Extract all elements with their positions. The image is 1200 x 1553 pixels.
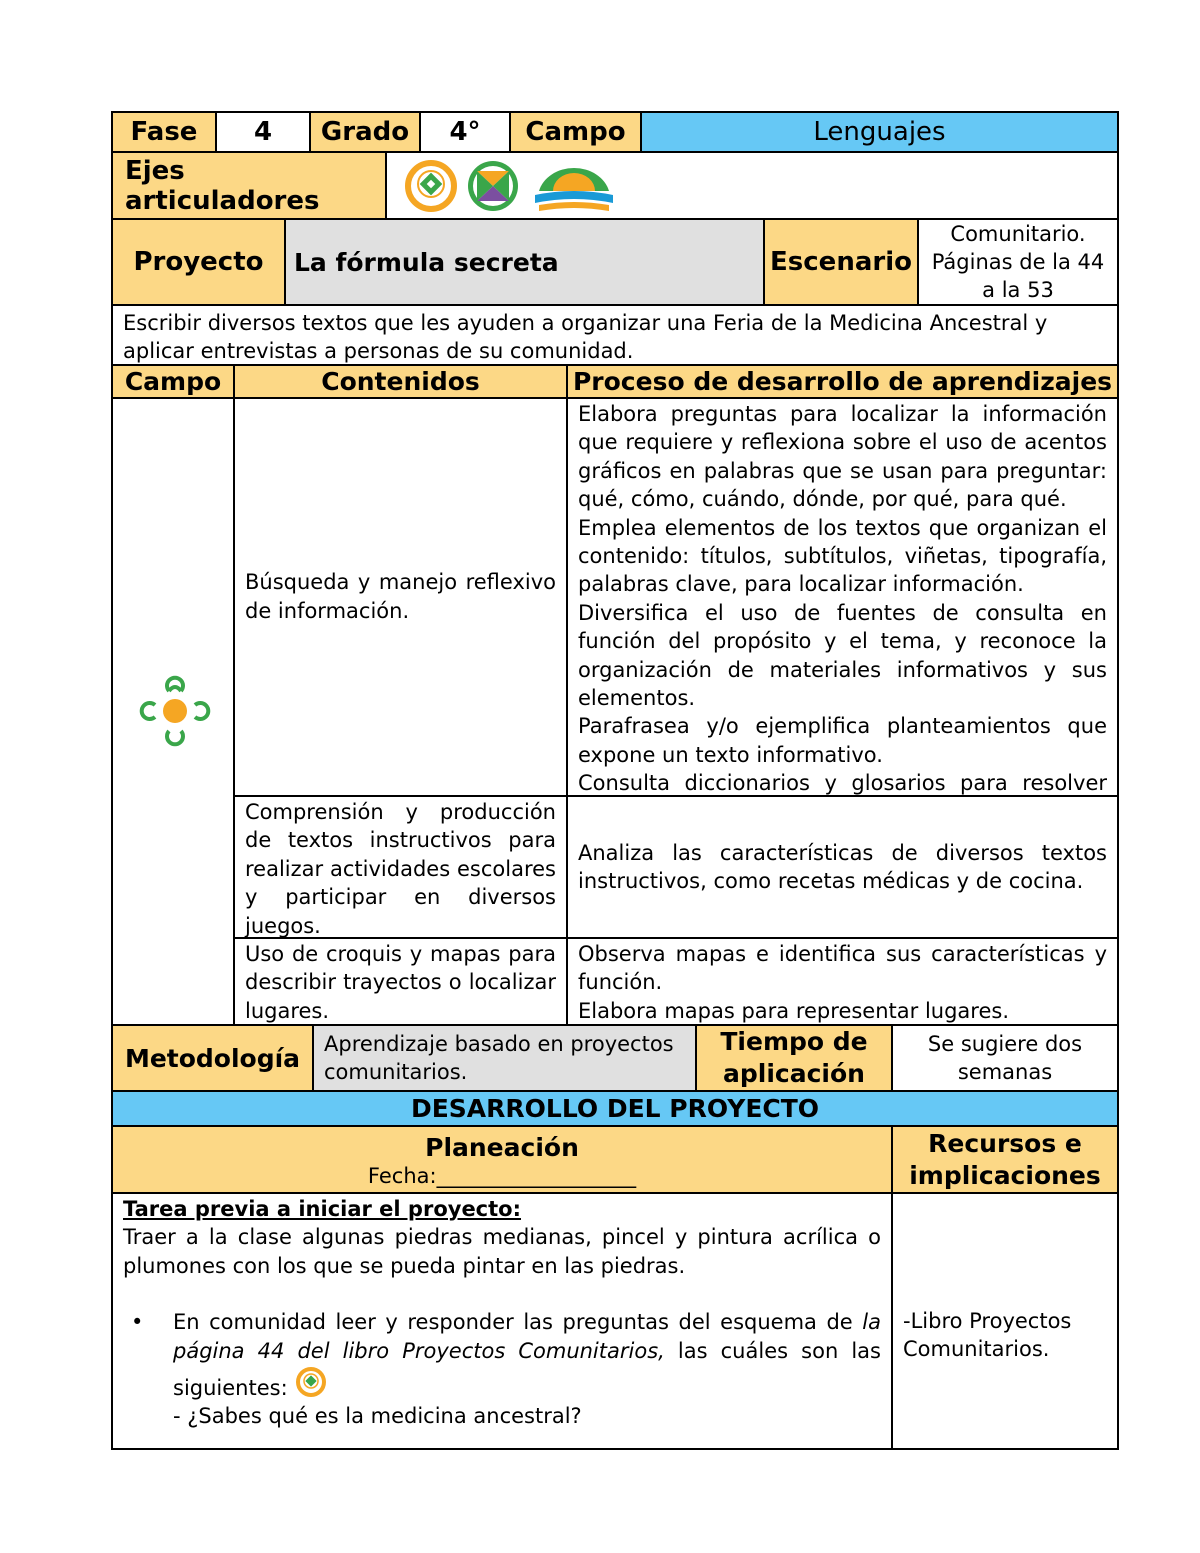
inclusion-small-icon bbox=[294, 1365, 328, 1399]
fase-value: 4 bbox=[215, 111, 311, 153]
proyecto-value: La fórmula secreta bbox=[284, 218, 765, 306]
metodologia-label: Metodología bbox=[111, 1024, 314, 1092]
ejes-label: Ejes articuladores bbox=[111, 151, 387, 220]
proceso-item: Parafrasea y/o ejemplifica planteamientos que expone un texto informativo. bbox=[578, 714, 1107, 767]
proceso-item: Diversifica el uso de fuentes de consulta en función del propósito y el tema, y reconoce la organización de materiales informativos y sus elementos. bbox=[578, 600, 1107, 711]
lectura-escritura-icon bbox=[535, 168, 613, 211]
metodologia-value: Aprendizaje basado en proyectos comunitarios. bbox=[312, 1024, 697, 1092]
proceso-item: Elabora mapas para representar lugares. bbox=[578, 998, 1009, 1023]
recurso-item: -Libro Proyectos Comunitarios. bbox=[903, 1309, 1072, 1362]
proceso-croquis bbox=[566, 937, 1119, 1026]
inclusion-icon bbox=[408, 163, 454, 209]
lenguajes-icon bbox=[135, 671, 215, 751]
bullet-text-start: En comunidad leer y responder las preguntas del esquema de bbox=[173, 1310, 863, 1335]
interculturalidad-icon bbox=[468, 161, 518, 211]
escenario-label: Escenario bbox=[763, 218, 919, 306]
grado-value: 4° bbox=[419, 111, 511, 153]
proceso-item: Observa mapas e identifica sus características y función. bbox=[578, 942, 1107, 995]
ejes-icons-svg bbox=[401, 155, 631, 219]
tarea-bullet bbox=[123, 1308, 881, 1431]
campo-value: Lenguajes bbox=[640, 111, 1119, 153]
contenido-croquis: Uso de croquis y mapas para describir trayectos o localizar lugares. bbox=[233, 937, 568, 1026]
proceso-header: Proceso de desarrollo de aprendizajes bbox=[566, 364, 1119, 399]
proceso-instructivos bbox=[566, 795, 1119, 939]
recursos-body bbox=[891, 1192, 1119, 1450]
tarea-question: - ¿Sabes qué es la medicina ancestral? bbox=[173, 1404, 582, 1429]
tarea-title: Tarea previa a iniciar el proyecto: bbox=[123, 1197, 521, 1221]
proceso-item: Elabora preguntas para localizar la información que requiere y reflexiona sobre el uso de acentos gráficos en palabras que se usan para preguntar: qué, cómo, cuándo, dónde, por qué, para qué. bbox=[578, 402, 1107, 512]
planeacion-header bbox=[111, 1125, 893, 1194]
planeacion-body bbox=[111, 1192, 893, 1450]
proceso-busqueda bbox=[566, 397, 1119, 797]
proceso-item: Consulta diccionarios y glosarios para resolver bbox=[578, 771, 1107, 796]
contenido-busqueda: Búsqueda y manejo reflexivo de información. bbox=[233, 397, 568, 797]
tarea-bullet-text bbox=[159, 1308, 881, 1431]
proceso-item: Analiza las características de diversos textos instructivos, como recetas médicas y de cocina. bbox=[578, 840, 1107, 893]
tarea-text: Traer a la clase algunas piedras medianas, pincel y pintura acrílica o plumones con los que se pueda pintar en las piedras. bbox=[123, 1225, 881, 1278]
campo-label: Campo bbox=[509, 111, 642, 153]
grado-label: Grado bbox=[309, 111, 421, 153]
campo-column bbox=[111, 397, 235, 1026]
bullet-icon: • bbox=[131, 1310, 144, 1335]
project-description: Escribir diversos textos que les ayuden a organizar una Feria de la Medicina Ancestral y aplicar entrevistas a personas de su comunidad. bbox=[111, 304, 1119, 366]
bullet-text-end: las cuáles son las siguientes: bbox=[173, 1338, 881, 1401]
recursos-header: Recursos e implicaciones bbox=[891, 1125, 1119, 1194]
tiempo-label: Tiempo de aplicación bbox=[695, 1024, 893, 1092]
proceso-item: Emplea elementos de los textos que organizan el contenido: títulos, subtítulos, viñetas, tipografía, palabras clave, para localizar información. bbox=[578, 515, 1107, 597]
contenidos-header: Contenidos bbox=[233, 364, 568, 399]
bullet-text-italic: la página 44 del libro Proyectos Comunitarios, bbox=[173, 1310, 881, 1363]
planeacion-label: Planeación bbox=[425, 1133, 579, 1162]
ejes-icons bbox=[385, 151, 1119, 220]
fecha-label: Fecha:___________________ bbox=[367, 1164, 637, 1188]
proyecto-label: Proyecto bbox=[111, 218, 286, 306]
desarrollo-title: DESARROLLO DEL PROYECTO bbox=[111, 1090, 1119, 1127]
escenario-value: Comunitario. Páginas de la 44 a la 53 bbox=[917, 218, 1119, 306]
tiempo-value: Se sugiere dos semanas bbox=[891, 1024, 1119, 1092]
contenido-instructivos: Comprensión y producción de textos instructivos para realizar actividades escolares y participar en diversos juegos. bbox=[233, 795, 568, 939]
fase-label: Fase bbox=[111, 111, 217, 153]
campo-header: Campo bbox=[111, 364, 235, 399]
